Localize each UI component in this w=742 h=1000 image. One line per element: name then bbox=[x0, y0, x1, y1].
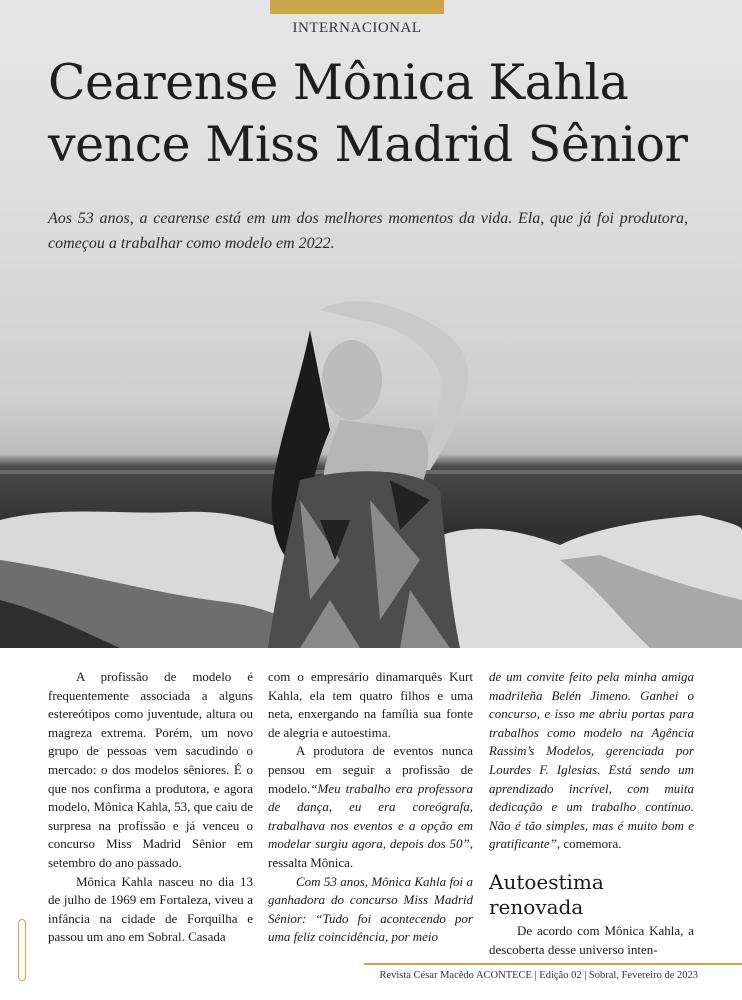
dek: Aos 53 anos, a cearense está em um dos melhores momentos da vida. Ela, que já foi produtora, começou a trabalhar como modelo em 2022. bbox=[48, 210, 688, 252]
paragraph: A profissão de modelo é frequentemente associada a alguns estereótipos como juventude, altura ou magreza extrema. Porém, um novo grupo de pessoas vem sacudindo o mercado: o dos modelos sêniores. É o que nos confirma a produtora, e agora modelo, Mônica Kahla, 53, que caiu de surpresa na profissão e já venceu o concurso Miss Madrid Sênior em setembro do ano passado. bbox=[48, 669, 253, 870]
text-run: , ressalta Mônica. bbox=[268, 836, 473, 870]
paragraph bbox=[489, 668, 694, 854]
column-1 bbox=[48, 668, 253, 947]
paragraph: Mônica Kahla nasceu no dia 13 de julho de 1969 em Fortaleza, viveu a infância na cidade de Forquilha e passou um ano em Sobral. Casada bbox=[48, 873, 253, 945]
text-run: A produtora de eventos nunca pensou em seguir a profissão de modelo. bbox=[268, 743, 473, 796]
model-figure bbox=[268, 301, 468, 648]
quote: “Meu trabalho era professora de dança, eu era coreógrafa, trabalhava nos eventos e a opção em modelar surgiu agora, depois dos 50” bbox=[268, 780, 473, 852]
subheading: Autoestima renovada bbox=[489, 869, 604, 919]
paragraph: com o empresário dinamarquês Kurt Kahla, ela tem quatro filhos e uma neta, enxergando na família sua fonte de alegria e autoestima. bbox=[268, 669, 473, 740]
page-number-marker bbox=[18, 919, 26, 981]
paragraph: De acordo com Mônica Kahla, a descoberta desse universo inten- bbox=[489, 922, 694, 957]
paragraph bbox=[268, 742, 473, 872]
headline-line-1: Cearense Mônica Kahla bbox=[48, 54, 629, 111]
quote: de um convite feito pela minha amiga madrileña Belén Jimeno. Ganhei o concurso, e isso me abriu portas para trabalhos como modelo na Agência Rassim’s Modelos, gerenciada por Lourdes F. Iglesias. Está sendo um aprendizado incrível, com muita dedicação e um trabalho contínuo. Não é tão simples, mas é muito bom e gratificante” bbox=[489, 669, 694, 852]
column-3 bbox=[489, 668, 694, 959]
headline bbox=[48, 52, 728, 176]
headline-line-2: vence Miss Madrid Sênior bbox=[48, 116, 688, 173]
footer-rule bbox=[364, 963, 742, 965]
face bbox=[322, 340, 382, 420]
column-2 bbox=[268, 668, 473, 947]
paragraph: Com 53 anos, Mônica Kahla foi a ganhadora do concurso Miss Madrid Sênior: “Tudo foi acontecendo por uma feliz coincidência, por meio bbox=[268, 873, 473, 945]
text-run: , comemora. bbox=[556, 836, 622, 852]
section-label: INTERNACIONAL bbox=[292, 20, 422, 36]
footer: Revista César Macêdo ACONTECE | Edição 02 | Sobral, Fevereiro de 2023 bbox=[379, 970, 698, 981]
section-tab bbox=[270, 0, 444, 14]
